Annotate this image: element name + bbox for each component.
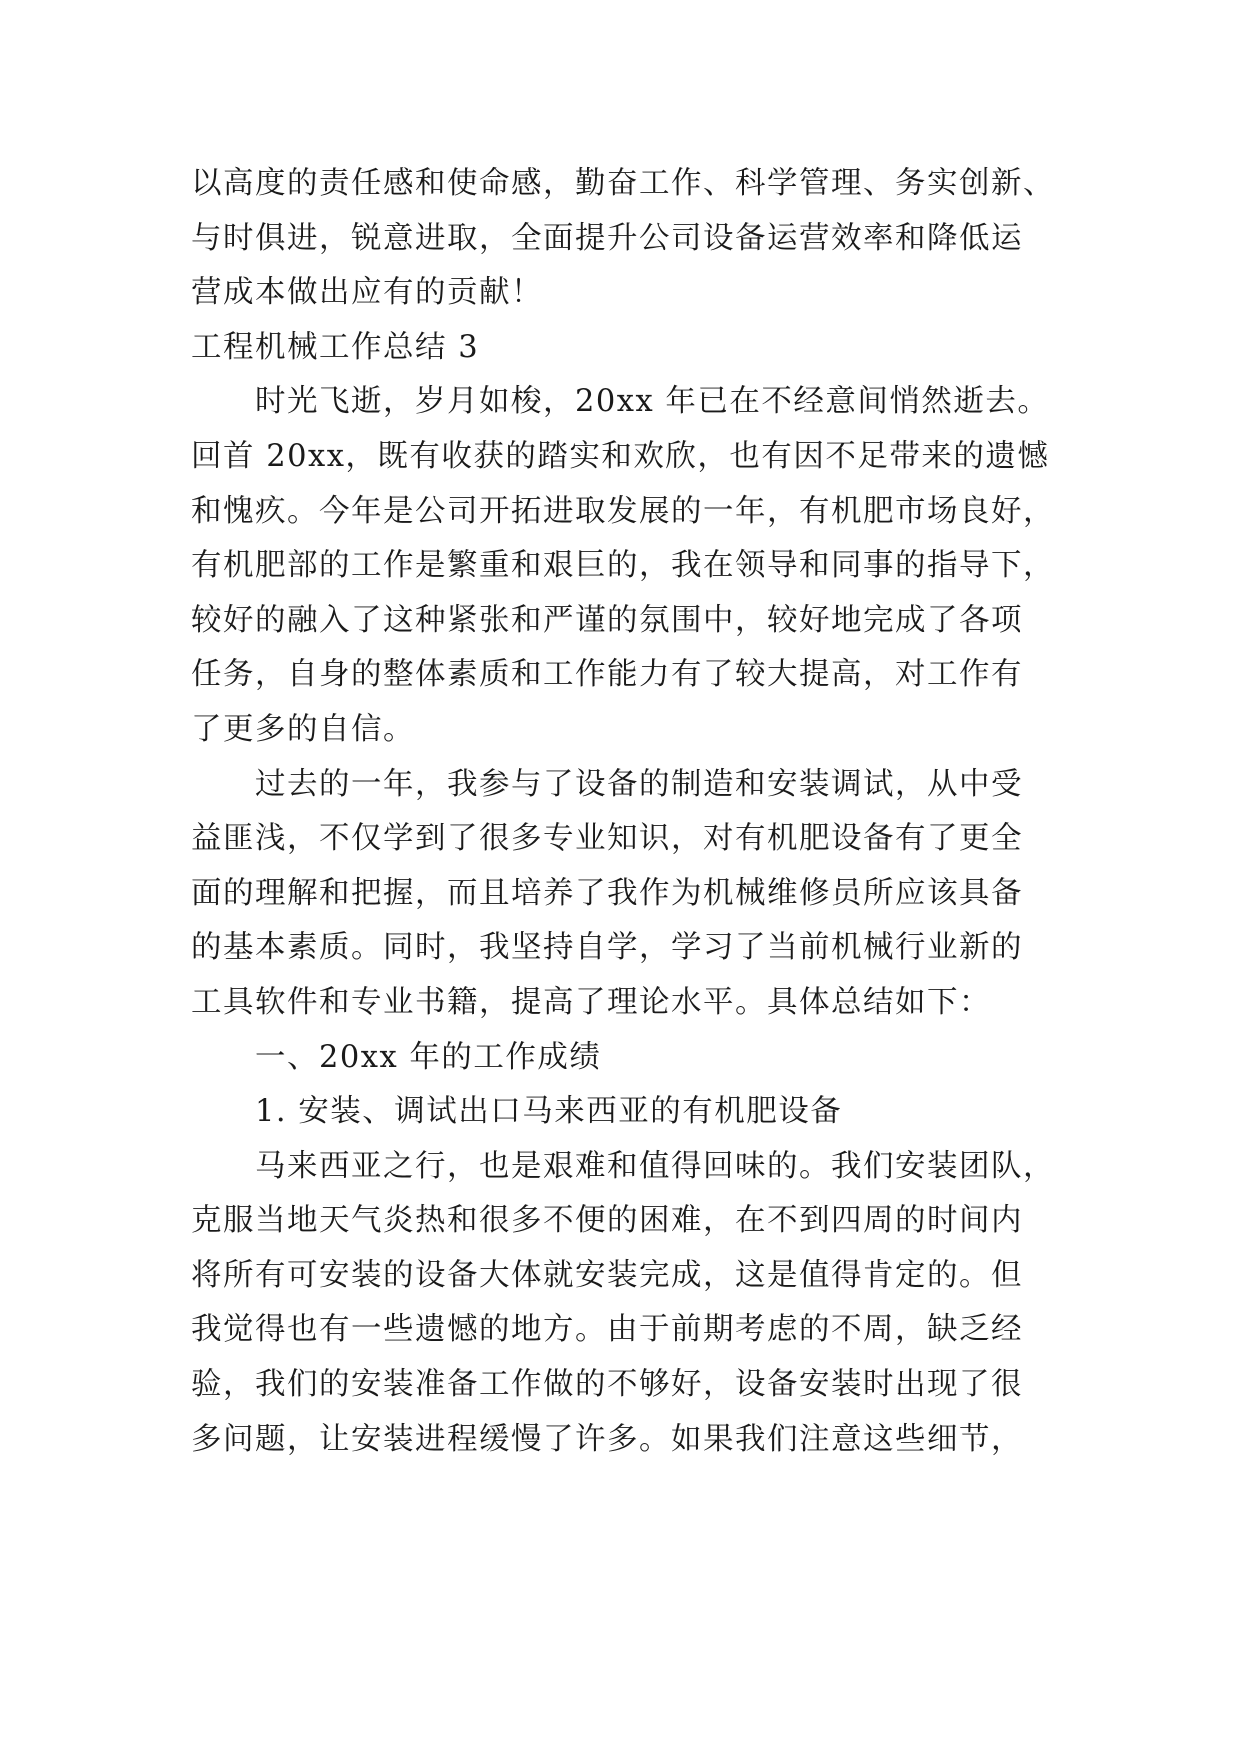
text-line: 和愧疚。今年是公司开拓进取发展的一年，有机肥市场良好， [191, 493, 1055, 529]
text-line: 面的理解和把握，而且培养了我作为机械维修员所应该具备 [191, 875, 1023, 911]
text-line: 的基本素质。同时，我坚持自学，学习了当前机械行业新的 [191, 930, 1023, 966]
section-title: 工程机械工作总结 3 [191, 329, 480, 365]
text-line: 任务，自身的整体素质和工作能力有了较大提高，对工作有 [191, 657, 1023, 693]
paragraph-1 [191, 375, 1071, 757]
text-line: 有机肥部的工作是繁重和艰巨的，我在领导和同事的指导下， [191, 548, 1055, 584]
text-line: 以高度的责任感和使命感，勤奋工作、科学管理、务实创新、 [191, 166, 1055, 201]
text-line: 时光飞逝，岁月如梭，20xx 年已在不经意间悄然逝去。 [255, 384, 1050, 420]
text-line: 营成本做出应有的贡献！ [191, 275, 543, 311]
text-line: 了更多的自信。 [191, 711, 415, 747]
text-line: 将所有可安装的设备大体就安装完成，这是值得肯定的。但 [191, 1257, 1023, 1293]
text-line: 马来西亚之行，也是艰难和值得回味的。我们安装团队， [255, 1148, 1055, 1184]
text-line: 较好的融入了这种紧张和严谨的氛围中，较好地完成了各项 [191, 602, 1023, 638]
text-line: 我觉得也有一些遗憾的地方。由于前期考虑的不周，缺乏经 [191, 1312, 1023, 1348]
subheading-work-results: 一、20xx 年的工作成绩 [255, 1039, 602, 1075]
document-body [191, 157, 1071, 1467]
intro-paragraph [191, 157, 1071, 321]
text-line: 多问题，让安装进程缓慢了许多。如果我们注意这些细节， [191, 1421, 1023, 1457]
text-line: 与时俱进，锐意进取，全面提升公司设备运营效率和降低运 [191, 220, 1023, 256]
text-line: 工具软件和专业书籍，提高了理论水平。具体总结如下： [191, 984, 991, 1020]
text-line: 过去的一年，我参与了设备的制造和安装调试，从中受 [255, 766, 1023, 802]
paragraph-3 [191, 1140, 1071, 1468]
text-line: 回首 20xx，既有收获的踏实和欢欣，也有因不足带来的遗憾 [191, 438, 1050, 474]
text-line: 益匪浅，不仅学到了很多专业知识，对有机肥设备有了更全 [191, 821, 1023, 857]
text-line: 克服当地天气炎热和很多不便的困难，在不到四周的时间内 [191, 1203, 1023, 1239]
paragraph-2 [191, 758, 1071, 1031]
text-line: 验，我们的安装准备工作做的不够好，设备安装时出现了很 [191, 1367, 1023, 1403]
subheading-malaysia-install: 1. 安装、调试出口马来西亚的有机肥设备 [255, 1094, 843, 1130]
